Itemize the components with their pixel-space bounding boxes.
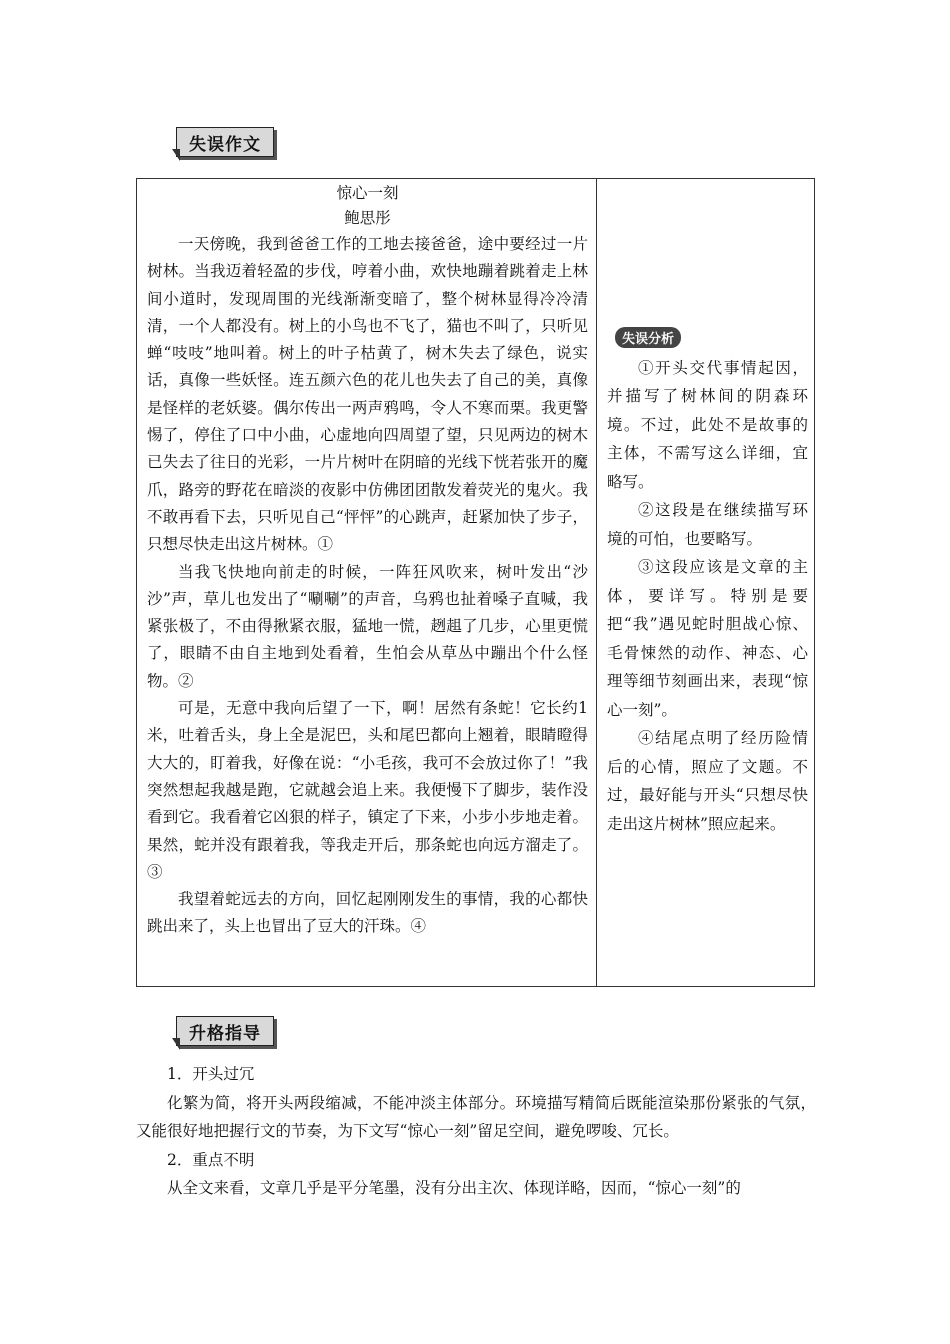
guide-paragraph: 从全文来看，文章几乎是平分笔墨，没有分出主次、体现详略，因而，“惊心一刻”的 bbox=[167, 1179, 741, 1197]
section-label-mistake-essay bbox=[176, 127, 274, 157]
essay-paragraph: 当我飞快地向前走的时候，一阵狂风吹来，树叶发出“沙沙”声，草儿也发出了“唰唰”的声音，乌鸦也扯着嗓子直喊，我紧张极了，不由得揪紧衣服，猛地一慌，趔趄了几步，心里更慌了，眼睛不由自主地到处看着，生怕会从草丛中蹦出个什么怪物。② bbox=[147, 562, 588, 690]
analysis-paragraph: ①开头交代事情起因，并描写了树林间的阴森环境。不过，此处不是故事的主体，不需写这么详细，宜略写。 bbox=[607, 358, 808, 491]
analysis-column bbox=[597, 179, 815, 987]
section-label-upgrade-guide bbox=[176, 1016, 274, 1046]
guide-paragraph: 化繁为简，将开头两段缩减，不能冲淡主体部分。环境描写精简后既能渲染那份紧张的气氛，又能很好地把握行文的节奏，为下文写“惊心一刻”留足空间，避免啰唆、冗长。 bbox=[136, 1093, 816, 1140]
section-label-text: 升格指导 bbox=[176, 1016, 274, 1046]
label-corner-decoration bbox=[172, 149, 180, 161]
section-label-text: 失误作文 bbox=[176, 127, 274, 157]
essay-paragraph: 一天傍晚，我到爸爸工作的工地去接爸爸，途中要经过一片树林。当我迈着轻盈的步伐，哼着小曲，欢快地蹦着跳着走上林间小道时，发现周围的光线渐渐变暗了，整个树林显得冷冷清清，一个人都没有。树上的小鸟也不飞了，猫也不叫了，只听见蝉“吱吱”地叫着。树上的叶子枯黄了，树木失去了绿色，说实话，真像一些妖怪。连五颜六色的花儿也失去了自己的美，真像是怪样的老妖婆。偶尔传出一两声鸦鸣，令人不寒而栗。我更警惕了，停住了口中小曲，心虚地向四周望了望，只见两边的树木已失去了往日的光彩，一片片树叶在阴暗的光线下恍若张开的魔爪，路旁的野花在暗淡的夜影中仿佛团团散发着荧光的鬼火。我不敢再看下去，只听见自己“怦怦”的心跳声，赶紧加快了步子，只想尽快走出这片树林。① bbox=[147, 235, 588, 554]
essay-author: 鲍思彤 bbox=[344, 209, 391, 227]
guide-heading: 1．开头过冗 bbox=[167, 1065, 255, 1083]
essay-table bbox=[136, 178, 815, 987]
analysis-paragraph: ④结尾点明了经历险情后的心情，照应了文题。不过，最好能与开头“只想尽快走出这片树林”照应起来。 bbox=[607, 729, 808, 833]
analysis-paragraph: ②这段是在继续描写环境的可怕，也要略写。 bbox=[607, 501, 808, 548]
essay-paragraph: 可是，无意中我向后望了一下，啊！居然有条蛇！它长约1米，吐着舌头，身上全是泥巴，头和尾巴都向上翘着，眼睛瞪得大大的，盯着我，好像在说：“小毛孩，我可不会放过你了！”我突然想起我越是跑，它就越会追上来。我便慢下了脚步，装作没看到它。我看着它凶狠的样子，镇定了下来，小步小步地走着。果然，蛇并没有跟着我，等我走开后，那条蛇也向远方溜走了。③ bbox=[147, 699, 588, 881]
upgrade-guide bbox=[136, 1060, 816, 1203]
analysis-badge: 失误分析 bbox=[615, 327, 681, 348]
analysis-paragraph: ③这段应该是文章的主体，要详写。特别是要把“我”遇见蛇时胆战心惊、毛骨悚然的动作、神态、心理等细节刻画出来，表现“惊心一刻”。 bbox=[607, 558, 808, 719]
essay-title: 惊心一刻 bbox=[336, 184, 399, 202]
essay-column bbox=[137, 179, 597, 987]
guide-heading: 2．重点不明 bbox=[167, 1150, 255, 1169]
essay-paragraph: 我望着蛇远去的方向，回忆起刚刚发生的事情，我的心都快跳出来了，头上也冒出了豆大的汗珠。④ bbox=[147, 890, 588, 936]
label-corner-decoration bbox=[172, 1038, 180, 1050]
